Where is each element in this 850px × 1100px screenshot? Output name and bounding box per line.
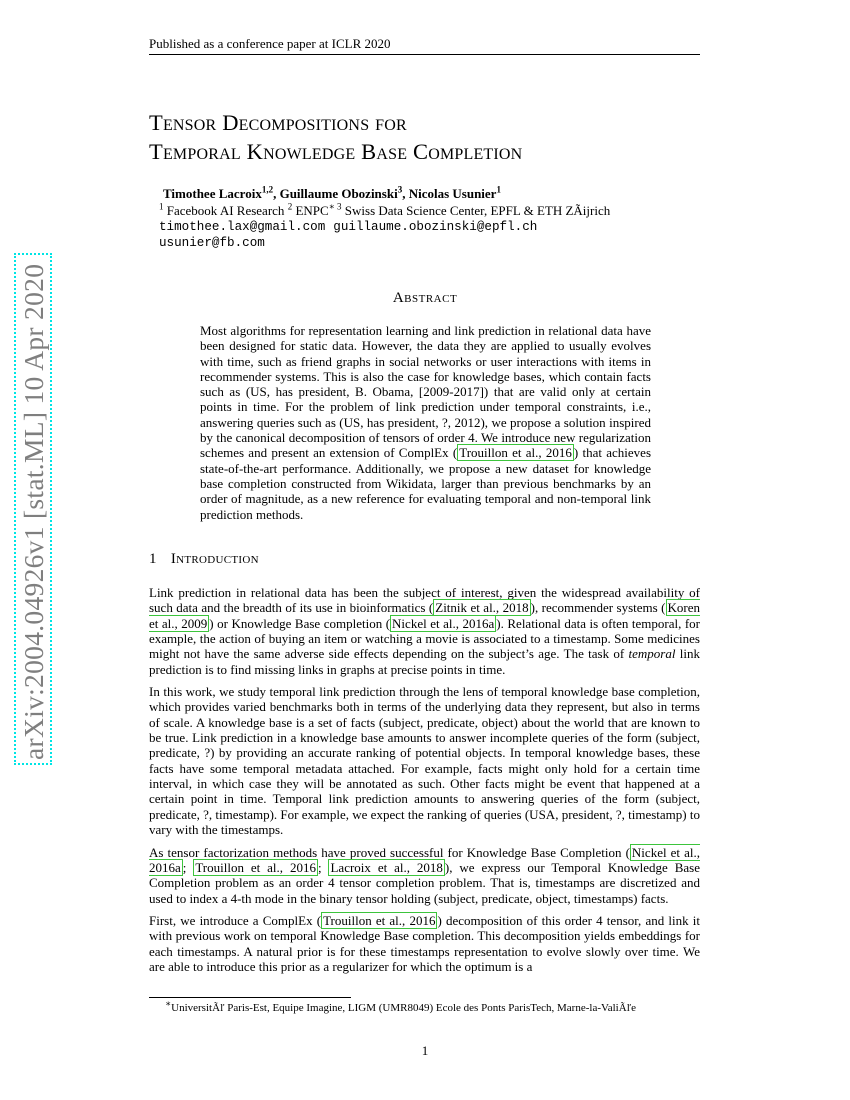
citation-separator: ; [182, 859, 194, 875]
author-2-affil: 3 [397, 184, 403, 195]
footnote-divider [149, 997, 351, 998]
citation-link[interactable]: Nickel et al., 2016a [149, 844, 700, 875]
affil-1: Facebook AI Research [163, 203, 288, 218]
author-separator: , [273, 186, 280, 201]
paragraph-text: ) or Knowledge Base completion ( [209, 615, 391, 631]
email-row-2 [159, 235, 265, 251]
citation-link[interactable]: Trouillon et al., 2016 [459, 445, 572, 461]
intro-body [149, 585, 700, 981]
abstract-text-1: Most algorithms for representation learning and link prediction in relational data have been designed for static data. However, the data they are applied to usually evolves with time, such as friend graphs in social networks or user interactions with items in recommender systems. This is also the case for knowledge bases, which contain facts such as (US, has president, B. Obama, [2009-2017]) that are valid only at certain points in time. For the problem of link prediction under temporal constraints, i.e., answering queries such as (US, has president, ?, 2012), we propose a solution inspired by the canonical decomposition of tensors of order 4. We introduce new regularization schemes and present an extension of ComplEx [200, 323, 651, 461]
citation-separator: ; [317, 859, 329, 875]
affil-mark-2: 2 [287, 201, 293, 212]
email-author-1: timothee.lax@gmail.com [159, 220, 326, 234]
abstract-heading: Abstract [392, 290, 458, 306]
paragraph: In this work, we study temporal link prediction through the lens of temporal knowledge base completion, which provides varied benchmarks both in terms of the underlying data they represent, but also in terms of scale. A knowledge base is a set of facts (subject, predicate, object) about the world that are known to be true. Link prediction in a knowledge base amounts to answer incomplete queries of the form (subject, predicate, ?) by providing an accurate ranking of potential objects. In temporal knowledge bases, these facts have some temporal metadata attached. For example, facts might only hold for a certain time interval, in which case they will be annotated as such. Other facts might be event that happened at a certain point in time. Temporal link prediction amounts to answering queries of the form (subject, predicate, ?, timestamp). For example, we expect the ranking of queries (USA, president, ?, timestamp) to vary with the timestamps. [149, 684, 700, 838]
author-list [163, 186, 501, 202]
author-1-affil: 1,2 [261, 184, 274, 195]
citation-link[interactable]: Nickel et al., 2016a [392, 615, 495, 631]
paragraph-text: ) decomposition of this order 4 tensor, and link it with previous work on temporal Knowledge Base completion. This decomposition yields embeddings for each timestamps. A natural prior is for these timestamps representation to evolve slowly over time. We are able to introduce this prior as a regularizer for which the optimum is a [149, 912, 700, 974]
footnote-mark: ∗ [165, 998, 172, 1009]
email-author-3: usunier@fb.com [159, 236, 265, 250]
affiliations [159, 203, 610, 219]
footnote [165, 998, 636, 1015]
citation-link[interactable]: Zitnik et al., 2018 [435, 600, 529, 616]
author-separator: , [402, 186, 409, 201]
paragraph-text: ), recommender systems ( [530, 600, 666, 616]
paper-title [149, 108, 709, 166]
author-2: Guillaume Obozinski [279, 186, 398, 201]
author-3-affil: 1 [496, 184, 501, 195]
paragraph-text: First, we introduce a ComplEx ( [149, 912, 322, 928]
paragraph-text: link prediction is to find missing links in graphs at precise points in time. [149, 646, 700, 677]
arxiv-stamp[interactable]: arXiv:2004.04926v1 [stat.ML] 10 Apr 2020 [18, 263, 49, 760]
email-row-1 [159, 219, 537, 235]
affil-mark-3: 3 [334, 201, 342, 212]
paragraph-text: As tensor factorization methods have proved successful for Knowledge Base Completion ( [149, 844, 630, 860]
title-line-1: Tensor Decompositions for [149, 110, 407, 135]
email-author-2: guillaume.obozinski@epfl.ch [333, 220, 538, 234]
citation-link[interactable]: Trouillon et al., 2016 [323, 912, 436, 928]
section-title: Introduction [170, 551, 259, 567]
author-3: Nicolas Usunier [408, 186, 497, 201]
page-number: 1 [421, 1043, 429, 1058]
paragraph-text: ). Relational data is often temporal, for example, the action of buying an item or watching a movie is associated to a timestamp. Some medicines might not have the same adverse side effects depending on the subject’s age. The task of [149, 615, 701, 662]
abstract-body: Most algorithms for representation learning and link prediction in relational data have been designed for static data. However, the data they are applied to usually evolves with time, such as friend graphs in social networks or user interactions with items in recommender systems. This is also the case for knowledge bases, which contain facts such as (US, has president, B. Obama, [2009-2017]) that are valid only at certain points in time. For the problem of link prediction under temporal constraints, i.e., answering queries such as (US, has president, ?, 2012), we propose a solution inspired by the canonical decomposition of tensors of order 4. We introduce new regularization schemes and present an extension of ComplEx ( Trouillon et al., 2016 ) that achieves state-of-the-art performance. Additionally, we propose a new dataset for knowledge base completion constructed from Wikidata, larger than previous benchmarks by an order of magnitude, as a new reference for evaluating temporal and non-temporal link prediction methods. [200, 323, 651, 522]
paragraph-text: ), we express our Temporal Knowledge Base Completion problem as an order 4 tensor completion problem. That is, timestamps are discretized and used to index a 4-th mode in the binary tensor holding (subject, predicate, object, timestamps) facts. [149, 859, 700, 906]
running-header: Published as a conference paper at ICLR 2020 [149, 36, 700, 55]
paragraph [149, 845, 700, 906]
section-heading [149, 551, 259, 568]
affil-3: Swiss Data Science Center, EPFL & ETH ZÃijrich [341, 203, 611, 218]
affil-2: ENPC [292, 203, 329, 218]
title-line-2: Temporal Knowledge Base Completion [149, 139, 523, 164]
citation-link[interactable]: Trouillon et al., 2016 [195, 859, 316, 875]
footnote-star: ∗ [328, 201, 335, 212]
abstract-text-2: that achieves state-of-the-art performance. Additionally, we propose a new dataset for knowledge base completion constructed from Wikidata, larger than previous benchmarks by an order of magnitude, as a new reference for evaluating temporal and non-temporal link prediction methods. [200, 445, 651, 522]
paragraph [149, 913, 700, 974]
paragraph [149, 585, 700, 677]
emphasis: temporal [628, 646, 676, 662]
section-number: 1 [149, 551, 157, 567]
paragraph-text: Link prediction in relational data has been the subject of interest, given the widespread availability of such data and the breadth of its use in bioinformatics ( [149, 585, 700, 616]
affil-mark-1: 1 [159, 201, 164, 212]
citation-link[interactable]: Koren et al., 2009 [149, 600, 700, 631]
author-1: Timothee Lacroix [163, 186, 262, 201]
citation-link[interactable]: Lacroix et al., 2018 [330, 859, 443, 875]
footnote-text: UniversitÃľ Paris-Est, Equipe Imagine, LIGM (UMR8049) Ecole des Ponts ParisTech, Marne-la-ValiÃľe [171, 1002, 636, 1014]
